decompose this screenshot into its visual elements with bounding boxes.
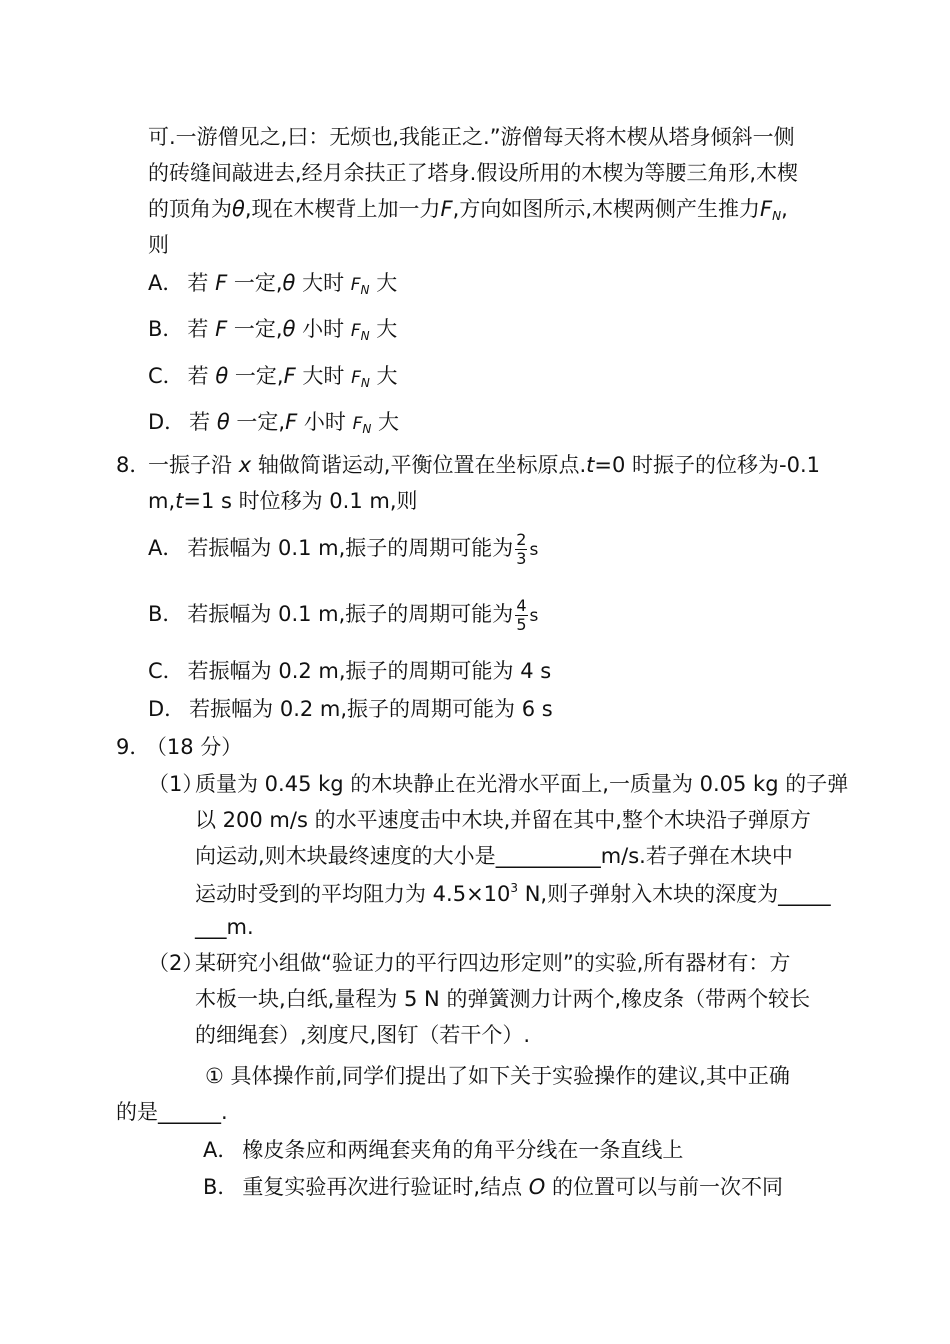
q9-sub1-option-a: A． 橡皮条应和两绳套夹角的角平分线在一条直线上 [203,1138,684,1162]
answer-blank: __________ [495,844,601,868]
q9-part1-line-2: 以 200 m/s 的水平速度击中木块,并留在其中,整个木块沿子弹原方 [195,808,811,832]
q9-sub1-line-1: ① 具体操作前,同学们提出了如下关于实验操作的建议,其中正确 [205,1064,790,1088]
q9-part2-line-2: 木板一块,白纸,量程为 5 N 的弹簧测力计两个,橡皮条（带两个较长 [195,987,811,1011]
fraction: $\frac{4}{5}$ [516,596,527,634]
q7-option-c: C． 若 θ 一定,F 大时 $F_N$ 大 [148,364,398,390]
q7-stem-line-4: 则 [148,233,169,257]
answer-blank: ______ [158,1100,221,1124]
force-symbol: F [440,197,453,221]
q8-stem-line-2: m,t=1 s 时位移为 0.1 m,则 [148,489,418,513]
q9-part2-line-3: 的细绳套）,刻度尺,图钉（若干个）. [195,1023,531,1047]
q9-part1-line-4: 运动时受到的平均阻力为 $4.5\times 10^3$ N,则子弹射入木块的深度为_____ [195,881,831,906]
q9-score: （18 分） [156,735,243,759]
q8-stem-line-1: 一振子沿 x 轴做简谐运动,平衡位置在坐标原点.t=0 时振子的位移为-0.1 [148,453,821,477]
q7-stem-line-3: 的顶角为θ,现在木楔背上加一力F,方向如图所示,木楔两侧产生推力$F_N$, [148,197,788,223]
q9-part2-line-1: 某研究小组做“验证力的平行四边形定则”的实验,所有器材有：方 [195,951,791,975]
fraction: $\frac{2}{3}$ [516,530,527,568]
q8-option-a: A． 若振幅为 0.1 m,振子的周期可能为 $\frac{2}{3}$ s [148,530,539,568]
q9-header [116,737,242,758]
normal-force-symbol: F [760,197,773,221]
q9-part1-line-5: ___m. [195,915,254,939]
q8-option-b: B． 若振幅为 0.1 m,振子的周期可能为 $\frac{4}{5}$ s [148,596,539,634]
q8-option-c: C． 若振幅为 0.2 m,振子的周期可能为 4 s [148,659,552,683]
theta-symbol: θ [232,197,245,221]
q8-number: 8． [116,453,151,477]
q9-part1-label: （1） [148,772,204,796]
q9-part2-label: （2） [148,951,204,975]
q9-number: 9． [116,735,151,759]
q7-option-d: D． 若 θ 一定,F 小时 $F_N$ 大 [148,410,400,436]
q9-part1-line-3: 向运动,则木块最终速度的大小是__________m/s.若子弹在木块中 [195,844,793,868]
q7-stem-line-1: 可.一游僧见之,曰：无烦也,我能正之.”游僧每天将木楔从塔身倾斜一侧 [148,125,795,149]
q9-sub1-line-2: 的是______. [116,1100,228,1124]
q9-sub1-option-b: B． 重复实验再次进行验证时,结点 O 的位置可以与前一次不同 [203,1175,784,1199]
q9-part1-line-1: 质量为 0.45 kg 的木块静止在光滑水平面上,一质量为 0.05 kg 的子弹 [195,772,849,796]
answer-blank: _____ [778,882,831,906]
q7-option-b: B． 若 F 一定,θ 小时 $F_N$ 大 [148,317,398,343]
q7-option-a: A． 若 F 一定,θ 大时 $F_N$ 大 [148,271,398,297]
answer-blank-continued: ___ [195,915,227,939]
q8-option-d: D． 若振幅为 0.2 m,振子的周期可能为 6 s [148,697,553,721]
q7-stem-line-2: 的砖缝间敲进去,经月余扶正了塔身.假设所用的木楔为等腰三角形,木楔 [148,161,799,185]
